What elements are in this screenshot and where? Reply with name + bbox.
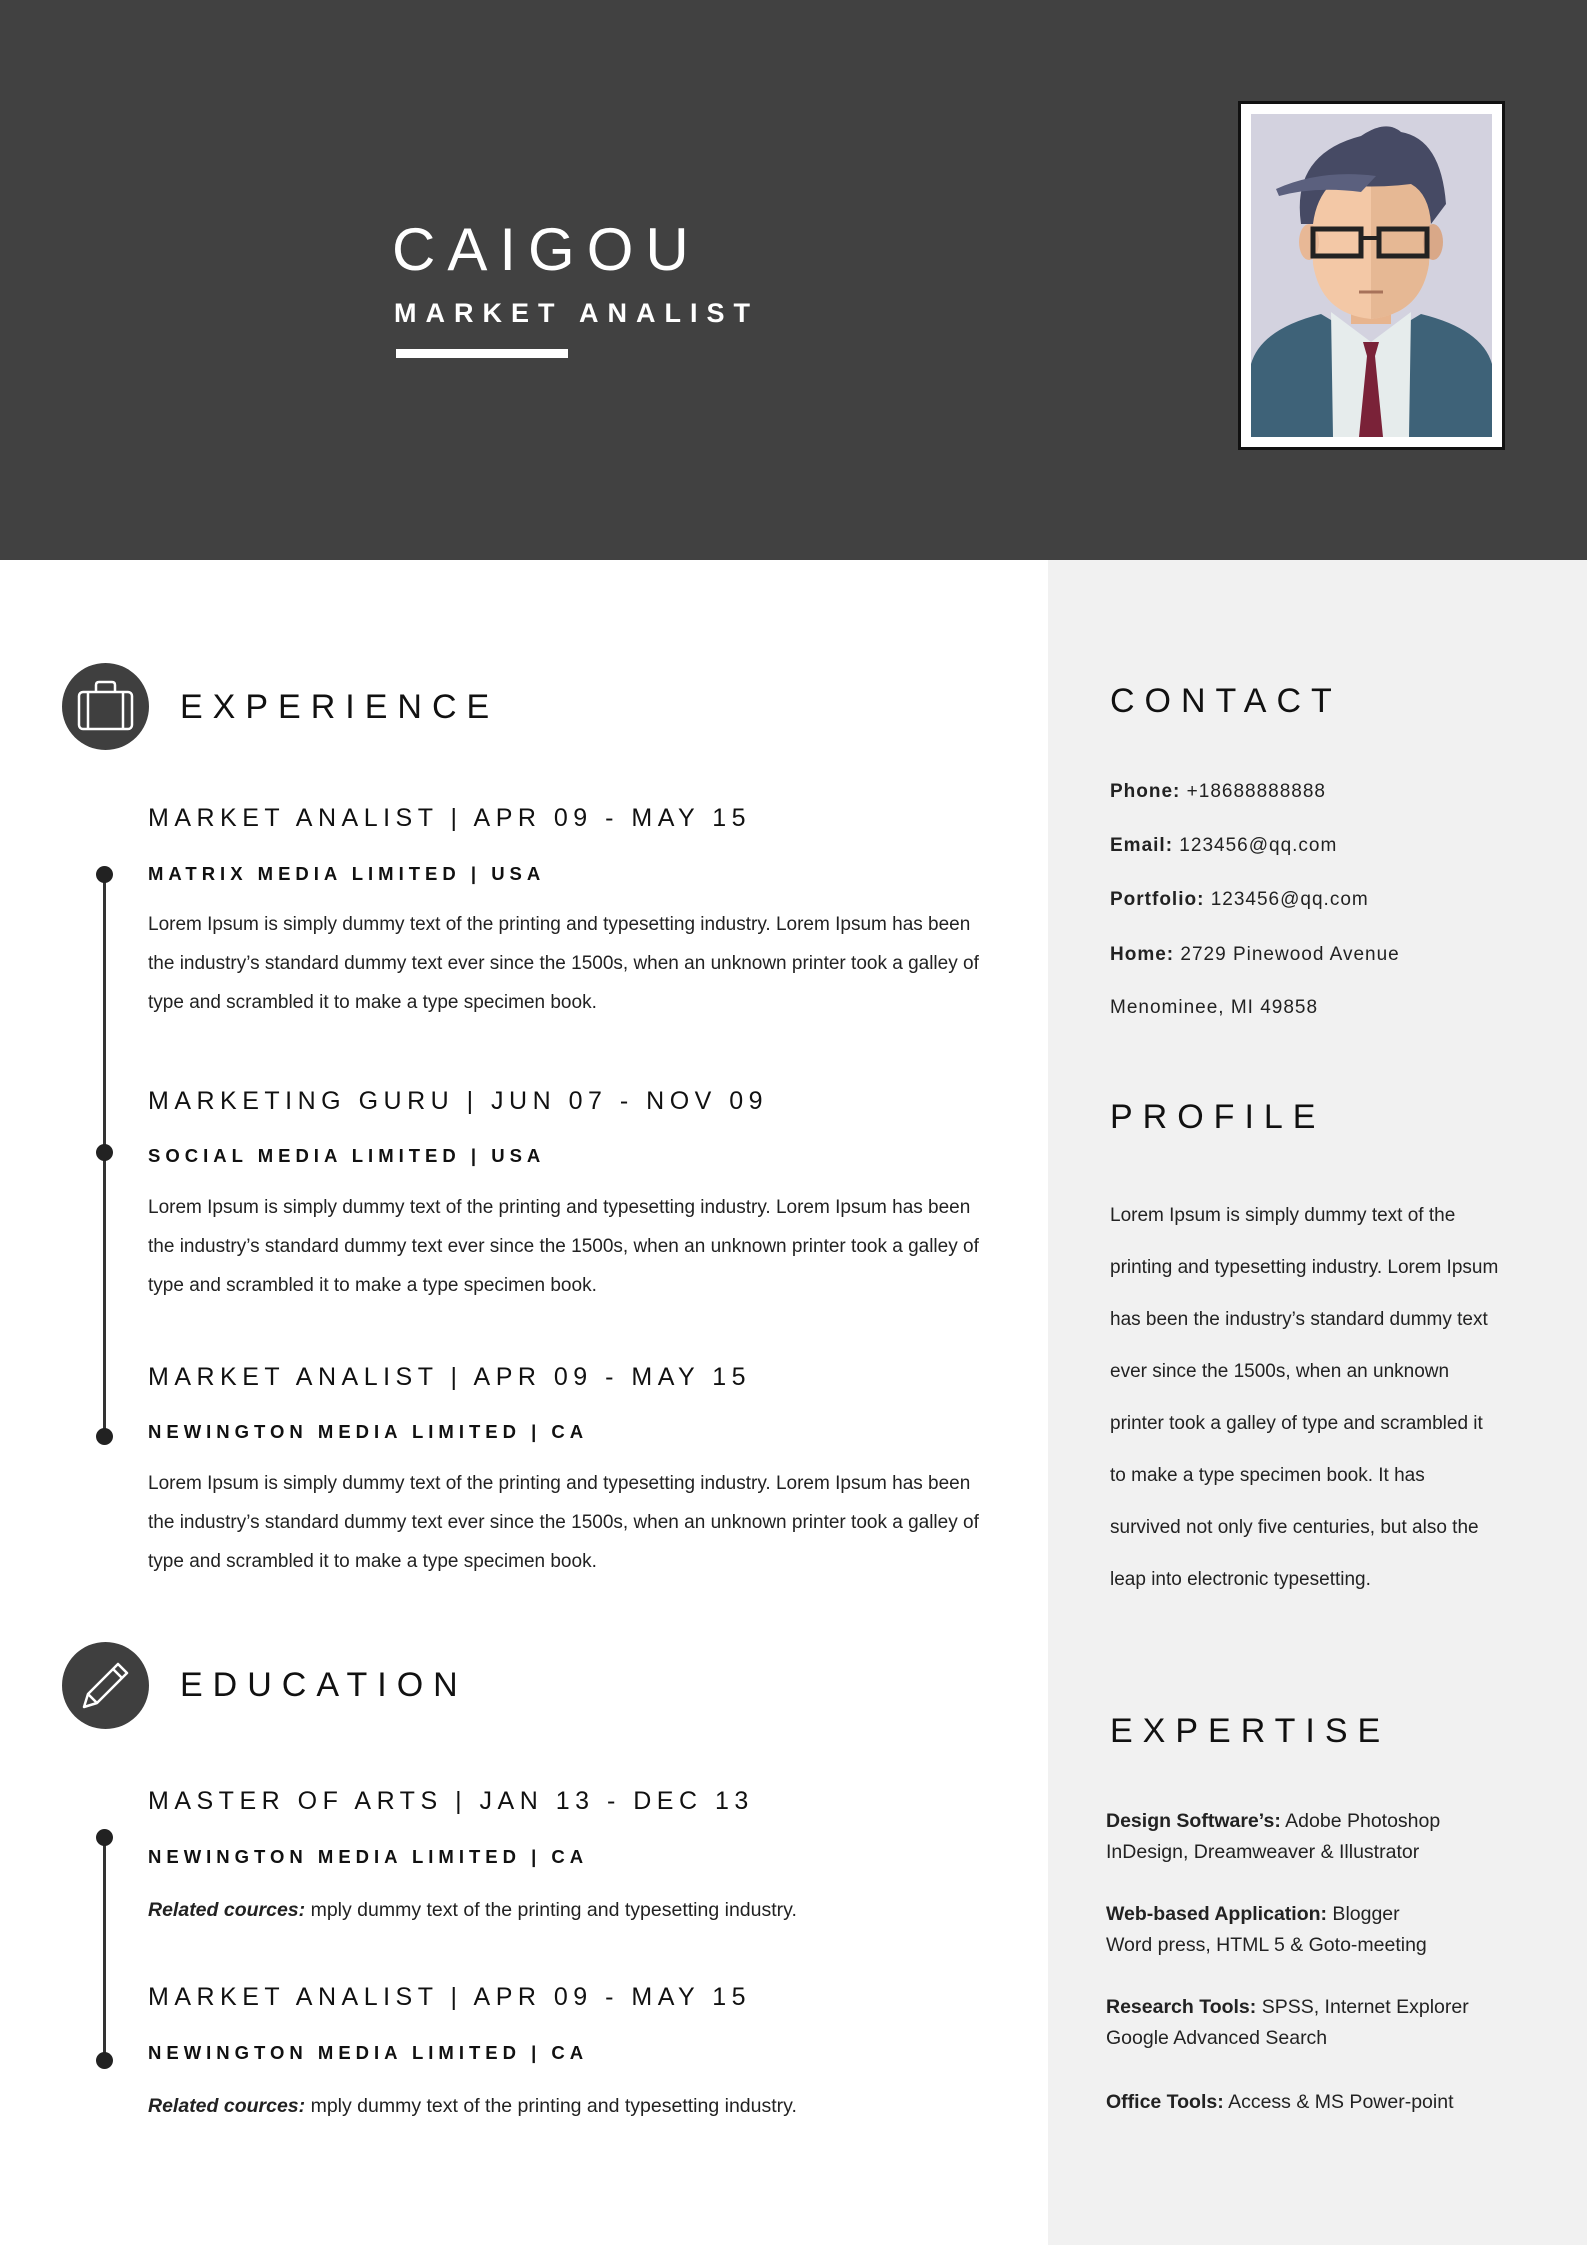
experience-section-icon [62,663,149,750]
phone-label: Phone: [1110,781,1181,802]
profile-photo [1238,101,1505,450]
expertise-item [1106,2087,1526,2118]
job-title: MARKET ANALIST | APR 09 - MAY 15 [148,1363,752,1391]
expertise-value: Access & MS Power-point [1223,2091,1454,2113]
education-section-icon [62,1642,149,1729]
related-courses [148,1899,797,1922]
portfolio-value: 123456@qq.com [1204,889,1369,910]
expertise-heading: EXPERTISE [1110,1712,1391,1750]
degree-title: MARKET ANALIST | APR 09 - MAY 15 [148,1983,752,2011]
timeline-dot [96,1428,113,1445]
contact-portfolio [1110,889,1369,911]
briefcase-icon [62,663,149,750]
job-description: Lorem Ipsum is simply dummy text of the printing and typesetting industry. Lorem Ipsum has been the industry’s standard dummy text ever since the 1500s, when an unknown printer took a galley of type and scrambled it to make a type specimen book. [148,914,979,1013]
courses-text: mply dummy text of the printing and typesetting industry. [305,2095,797,2117]
contact-heading: CONTACT [1110,682,1342,720]
job-description: Lorem Ipsum is simply dummy text of the printing and typesetting industry. Lorem Ipsum has been the industry’s standard dummy text ever since the 1500s, when an unknown printer took a galley of type and scrambled it to make a type specimen book. [148,1473,979,1572]
name-underline [396,349,568,358]
job-company: SOCIAL MEDIA LIMITED | USA [148,1145,546,1166]
pencil-icon [62,1642,149,1729]
contact-home [1110,944,1400,966]
experience-heading: EXPERIENCE [180,688,500,726]
email-value: 123456@qq.com [1173,835,1338,856]
profile-text: Lorem Ipsum is simply dummy text of the printing and typesetting industry. Lorem Ipsum has been the industry’s standard dummy text ever since the 1500s, when an unknown printer took a galley of type and scrambled it to make a type specimen book. It has survived not only five centuries, but also the leap into electronic typesetting. [1110,1205,1499,1590]
expertise-key: Research Tools: [1106,1996,1257,2018]
expertise-item [1106,1899,1526,1961]
courses-label: Related cources: [148,1899,306,1921]
home-label: Home: [1110,944,1175,965]
candidate-role: MARKET ANALIST [394,298,759,328]
expertise-value-line2: Word press, HTML 5 & Goto-meeting [1106,1934,1427,1956]
home-value: 2729 Pinewood Avenue [1174,944,1400,965]
courses-text: mply dummy text of the printing and typesetting industry. [305,1899,797,1921]
institution: NEWINGTON MEDIA LIMITED | CA [148,1846,589,1867]
timeline-dot [96,1144,113,1161]
expertise-value: Blogger [1327,1903,1400,1925]
contact-phone [1110,781,1326,803]
job-description: Lorem Ipsum is simply dummy text of the printing and typesetting industry. Lorem Ipsum has been the industry’s standard dummy text ever since the 1500s, when an unknown printer took a galley of type and scrambled it to make a type specimen book. [148,1197,979,1296]
expertise-value: Adobe Photoshop [1280,1810,1441,1832]
candidate-name: CAIGOU [392,216,701,283]
job-title: MARKETING GURU | JUN 07 - NOV 09 [148,1087,769,1115]
avatar-illustration [1251,114,1492,437]
expertise-key: Web-based Application: [1106,1903,1328,1925]
contact-email [1110,835,1337,857]
contact-home-line2: Menominee, MI 49858 [1110,997,1319,1018]
related-courses [148,2095,797,2118]
job-company: MATRIX MEDIA LIMITED | USA [148,863,546,884]
expertise-value-line2: Google Advanced Search [1106,2027,1328,2049]
courses-label: Related cources: [148,2095,306,2117]
portfolio-label: Portfolio: [1110,889,1205,910]
timeline-dot [96,1829,113,1846]
job-company: NEWINGTON MEDIA LIMITED | CA [148,1421,589,1442]
job-title: MARKET ANALIST | APR 09 - MAY 15 [148,804,752,832]
degree-title: MASTER OF ARTS | JAN 13 - DEC 13 [148,1787,754,1815]
expertise-key: Office Tools: [1106,2091,1224,2113]
expertise-value-line2: InDesign, Dreamweaver & Illustrator [1106,1841,1420,1863]
timeline-dot [96,2052,113,2069]
timeline-dot [96,866,113,883]
education-heading: EDUCATION [180,1666,468,1704]
institution: NEWINGTON MEDIA LIMITED | CA [148,2042,589,2063]
expertise-key: Design Software’s: [1106,1810,1281,1832]
expertise-item [1106,1806,1526,1868]
phone-value: +18688888888 [1180,781,1327,802]
profile-heading: PROFILE [1110,1098,1326,1136]
expertise-value: SPSS, Internet Explorer [1256,1996,1469,2018]
education-timeline [103,1838,106,2060]
email-label: Email: [1110,835,1174,856]
expertise-item [1106,1992,1526,2054]
